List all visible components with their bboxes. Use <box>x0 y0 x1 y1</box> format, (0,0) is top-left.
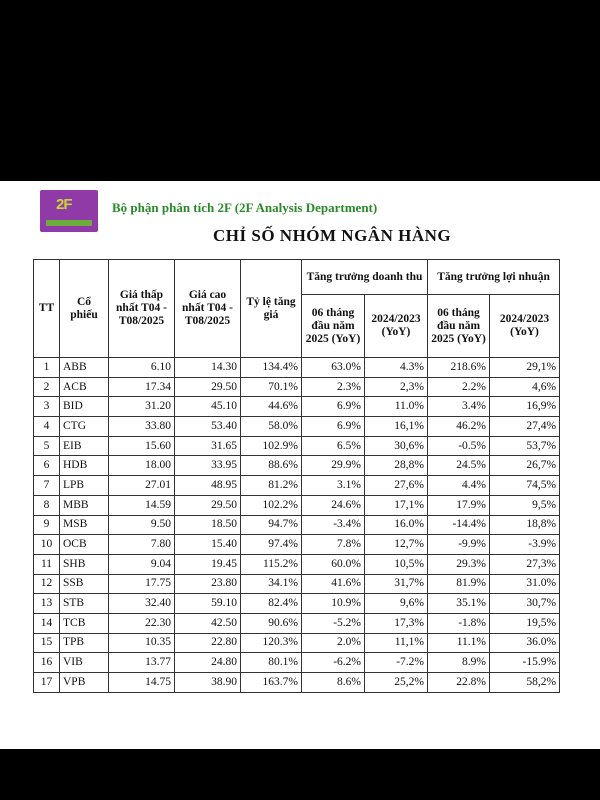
cell-tt: 1 <box>34 358 60 378</box>
cell-stock: SHB <box>60 554 109 574</box>
cell-revenue-h1-2025: 60.0% <box>302 554 365 574</box>
cell-high-price: 18.50 <box>175 515 241 535</box>
cell-high-price: 22.80 <box>175 633 241 653</box>
cell-profit-2024-2023: 27,3% <box>490 554 560 574</box>
header-revenue-h1-2025: 06 tháng đầu năm 2025 (YoY) <box>302 295 365 358</box>
cell-revenue-2024-2023: 28,8% <box>365 456 428 476</box>
cell-tt: 12 <box>34 574 60 594</box>
cell-increase-ratio: 163.7% <box>241 673 302 693</box>
cell-tt: 6 <box>34 456 60 476</box>
cell-profit-2024-2023: 31.0% <box>490 574 560 594</box>
cell-profit-2024-2023: 18,8% <box>490 515 560 535</box>
cell-profit-h1-2025: 218.6% <box>428 358 490 378</box>
table-row <box>34 574 560 594</box>
cell-revenue-h1-2025: -3.4% <box>302 515 365 535</box>
cell-profit-2024-2023: 19,5% <box>490 613 560 633</box>
table-row <box>34 377 560 397</box>
cell-profit-2024-2023: 30,7% <box>490 594 560 614</box>
cell-profit-h1-2025: -0.5% <box>428 436 490 456</box>
cell-tt: 3 <box>34 397 60 417</box>
cell-stock: BID <box>60 397 109 417</box>
cell-revenue-h1-2025: 2.3% <box>302 377 365 397</box>
cell-stock: TPB <box>60 633 109 653</box>
cell-stock: ABB <box>60 358 109 378</box>
cell-revenue-2024-2023: -7.2% <box>365 653 428 673</box>
cell-high-price: 29.50 <box>175 495 241 515</box>
table-row <box>34 476 560 496</box>
cell-tt: 11 <box>34 554 60 574</box>
cell-stock: HDB <box>60 456 109 476</box>
cell-increase-ratio: 115.2% <box>241 554 302 574</box>
cell-revenue-2024-2023: 30,6% <box>365 436 428 456</box>
cell-tt: 9 <box>34 515 60 535</box>
cell-profit-2024-2023: 36.0% <box>490 633 560 653</box>
cell-increase-ratio: 34.1% <box>241 574 302 594</box>
header-stock: Cổ phiếu <box>60 260 109 358</box>
cell-revenue-2024-2023: 17,3% <box>365 613 428 633</box>
cell-profit-2024-2023: 74,5% <box>490 476 560 496</box>
cell-profit-h1-2025: -14.4% <box>428 515 490 535</box>
table-row <box>34 673 560 693</box>
cell-revenue-2024-2023: 16,1% <box>365 417 428 437</box>
cell-revenue-h1-2025: -5.2% <box>302 613 365 633</box>
department-name: Bộ phận phân tích 2F (2F Analysis Department) <box>112 200 378 215</box>
table-row <box>34 456 560 476</box>
cell-high-price: 29.50 <box>175 377 241 397</box>
cell-low-price: 15.60 <box>109 436 175 456</box>
cell-revenue-h1-2025: -6.2% <box>302 653 365 673</box>
table-row <box>34 554 560 574</box>
cell-profit-h1-2025: 2.2% <box>428 377 490 397</box>
cell-increase-ratio: 88.6% <box>241 456 302 476</box>
page-title: CHỈ SỐ NHÓM NGÂN HÀNG <box>213 226 452 245</box>
cell-low-price: 9.50 <box>109 515 175 535</box>
cell-stock: VIB <box>60 653 109 673</box>
cell-profit-h1-2025: 17.9% <box>428 495 490 515</box>
cell-low-price: 6.10 <box>109 358 175 378</box>
header-low-price: Giá thấp nhất T04 - T08/2025 <box>109 260 175 358</box>
cell-increase-ratio: 80.1% <box>241 653 302 673</box>
cell-increase-ratio: 70.1% <box>241 377 302 397</box>
cell-tt: 17 <box>34 673 60 693</box>
cell-tt: 5 <box>34 436 60 456</box>
cell-low-price: 14.75 <box>109 673 175 693</box>
company-logo <box>40 190 98 232</box>
table-body <box>34 358 560 693</box>
cell-increase-ratio: 97.4% <box>241 535 302 555</box>
cell-low-price: 9.04 <box>109 554 175 574</box>
cell-low-price: 13.77 <box>109 653 175 673</box>
cell-revenue-h1-2025: 6.9% <box>302 397 365 417</box>
cell-tt: 2 <box>34 377 60 397</box>
table-row <box>34 613 560 633</box>
table-row <box>34 358 560 378</box>
table-row <box>34 495 560 515</box>
cell-revenue-2024-2023: 25,2% <box>365 673 428 693</box>
cell-profit-2024-2023: -3.9% <box>490 535 560 555</box>
cell-low-price: 18.00 <box>109 456 175 476</box>
cell-profit-h1-2025: 81.9% <box>428 574 490 594</box>
cell-revenue-h1-2025: 24.6% <box>302 495 365 515</box>
header-tt: TT <box>34 260 60 358</box>
cell-stock: CTG <box>60 417 109 437</box>
cell-profit-2024-2023: 58,2% <box>490 673 560 693</box>
cell-high-price: 24.80 <box>175 653 241 673</box>
cell-profit-h1-2025: -9.9% <box>428 535 490 555</box>
cell-profit-h1-2025: 4.4% <box>428 476 490 496</box>
cell-low-price: 33.80 <box>109 417 175 437</box>
cell-low-price: 17.75 <box>109 574 175 594</box>
cell-revenue-2024-2023: 2,3% <box>365 377 428 397</box>
cell-revenue-2024-2023: 16.0% <box>365 515 428 535</box>
table-row <box>34 633 560 653</box>
table-row <box>34 594 560 614</box>
cell-revenue-h1-2025: 3.1% <box>302 476 365 496</box>
cell-increase-ratio: 120.3% <box>241 633 302 653</box>
cell-low-price: 31.20 <box>109 397 175 417</box>
cell-tt: 15 <box>34 633 60 653</box>
cell-revenue-h1-2025: 63.0% <box>302 358 365 378</box>
cell-increase-ratio: 102.9% <box>241 436 302 456</box>
cell-revenue-h1-2025: 29.9% <box>302 456 365 476</box>
cell-profit-h1-2025: 35.1% <box>428 594 490 614</box>
header-profit-h1-2025: 06 tháng đầu năm 2025 (YoY) <box>428 295 490 358</box>
cell-stock: SSB <box>60 574 109 594</box>
cell-high-price: 23.80 <box>175 574 241 594</box>
cell-increase-ratio: 81.2% <box>241 476 302 496</box>
cell-increase-ratio: 102.2% <box>241 495 302 515</box>
cell-stock: MBB <box>60 495 109 515</box>
cell-revenue-h1-2025: 2.0% <box>302 633 365 653</box>
cell-high-price: 38.90 <box>175 673 241 693</box>
cell-revenue-2024-2023: 4.3% <box>365 358 428 378</box>
cell-tt: 4 <box>34 417 60 437</box>
table-row <box>34 436 560 456</box>
cell-low-price: 17.34 <box>109 377 175 397</box>
cell-profit-h1-2025: 8.9% <box>428 653 490 673</box>
header-revenue-growth: Tăng trưởng doanh thu <box>302 260 428 295</box>
cell-increase-ratio: 44.6% <box>241 397 302 417</box>
cell-profit-h1-2025: 3.4% <box>428 397 490 417</box>
bank-index-table <box>33 259 560 693</box>
cell-revenue-h1-2025: 6.9% <box>302 417 365 437</box>
document-page <box>0 181 600 749</box>
cell-profit-2024-2023: 26,7% <box>490 456 560 476</box>
header-revenue-2024-2023: 2024/2023 (YoY) <box>365 295 428 358</box>
cell-profit-h1-2025: 46.2% <box>428 417 490 437</box>
cell-profit-2024-2023: 27,4% <box>490 417 560 437</box>
cell-low-price: 22.30 <box>109 613 175 633</box>
cell-revenue-2024-2023: 12,7% <box>365 535 428 555</box>
cell-profit-h1-2025: 29.3% <box>428 554 490 574</box>
header-profit-2024-2023: 2024/2023 (YoY) <box>490 295 560 358</box>
cell-tt: 13 <box>34 594 60 614</box>
cell-increase-ratio: 134.4% <box>241 358 302 378</box>
table-row <box>34 397 560 417</box>
cell-profit-2024-2023: 16,9% <box>490 397 560 417</box>
cell-increase-ratio: 90.6% <box>241 613 302 633</box>
cell-low-price: 32.40 <box>109 594 175 614</box>
cell-revenue-2024-2023: 17,1% <box>365 495 428 515</box>
table-row <box>34 515 560 535</box>
header-profit-growth: Tăng trưởng lợi nhuận <box>428 260 560 295</box>
cell-low-price: 14.59 <box>109 495 175 515</box>
cell-stock: EIB <box>60 436 109 456</box>
cell-profit-2024-2023: 9,5% <box>490 495 560 515</box>
cell-high-price: 15.40 <box>175 535 241 555</box>
cell-low-price: 7.80 <box>109 535 175 555</box>
cell-tt: 10 <box>34 535 60 555</box>
cell-increase-ratio: 82.4% <box>241 594 302 614</box>
cell-tt: 16 <box>34 653 60 673</box>
cell-tt: 8 <box>34 495 60 515</box>
cell-high-price: 45.10 <box>175 397 241 417</box>
cell-profit-h1-2025: 24.5% <box>428 456 490 476</box>
cell-profit-h1-2025: 22.8% <box>428 673 490 693</box>
cell-revenue-2024-2023: 11.0% <box>365 397 428 417</box>
cell-profit-2024-2023: 4,6% <box>490 377 560 397</box>
cell-high-price: 19.45 <box>175 554 241 574</box>
cell-high-price: 59.10 <box>175 594 241 614</box>
table-row <box>34 535 560 555</box>
cell-high-price: 14.30 <box>175 358 241 378</box>
logo-text: 2F <box>56 196 72 213</box>
cell-profit-h1-2025: -1.8% <box>428 613 490 633</box>
table-row <box>34 417 560 437</box>
cell-revenue-h1-2025: 10.9% <box>302 594 365 614</box>
cell-high-price: 31.65 <box>175 436 241 456</box>
cell-revenue-2024-2023: 10,5% <box>365 554 428 574</box>
cell-profit-2024-2023: -15.9% <box>490 653 560 673</box>
cell-revenue-h1-2025: 7.8% <box>302 535 365 555</box>
table-row <box>34 653 560 673</box>
cell-revenue-h1-2025: 41.6% <box>302 574 365 594</box>
cell-revenue-h1-2025: 8.6% <box>302 673 365 693</box>
cell-revenue-2024-2023: 31,7% <box>365 574 428 594</box>
cell-low-price: 10.35 <box>109 633 175 653</box>
cell-high-price: 33.95 <box>175 456 241 476</box>
cell-high-price: 42.50 <box>175 613 241 633</box>
cell-revenue-2024-2023: 11,1% <box>365 633 428 653</box>
cell-stock: TCB <box>60 613 109 633</box>
header-increase-ratio: Tỷ lệ tăng giá <box>241 260 302 358</box>
cell-profit-h1-2025: 11.1% <box>428 633 490 653</box>
cell-increase-ratio: 94.7% <box>241 515 302 535</box>
cell-tt: 7 <box>34 476 60 496</box>
cell-high-price: 48.95 <box>175 476 241 496</box>
cell-profit-2024-2023: 29,1% <box>490 358 560 378</box>
cell-stock: LPB <box>60 476 109 496</box>
cell-high-price: 53.40 <box>175 417 241 437</box>
header-high-price: Giá cao nhất T04 - T08/2025 <box>175 260 241 358</box>
cell-increase-ratio: 58.0% <box>241 417 302 437</box>
cell-stock: MSB <box>60 515 109 535</box>
cell-revenue-2024-2023: 9,6% <box>365 594 428 614</box>
cell-tt: 14 <box>34 613 60 633</box>
cell-revenue-2024-2023: 27,6% <box>365 476 428 496</box>
cell-low-price: 27.01 <box>109 476 175 496</box>
cell-revenue-h1-2025: 6.5% <box>302 436 365 456</box>
cell-stock: STB <box>60 594 109 614</box>
cell-stock: OCB <box>60 535 109 555</box>
cell-stock: VPB <box>60 673 109 693</box>
cell-stock: ACB <box>60 377 109 397</box>
cell-profit-2024-2023: 53,7% <box>490 436 560 456</box>
logo-bar <box>46 220 92 226</box>
